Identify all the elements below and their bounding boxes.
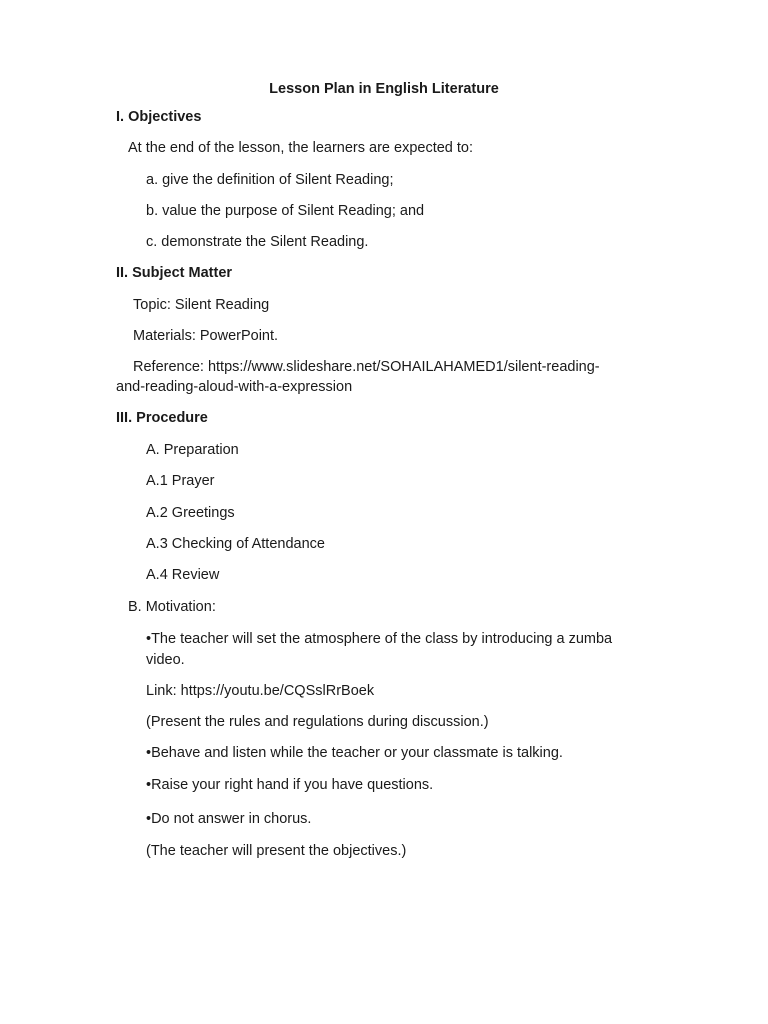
objectives-heading: I. Objectives	[116, 109, 202, 125]
motivation-link: Link: https://youtu.be/CQSslRrBoek	[146, 683, 375, 699]
subject-materials: Materials: PowerPoint.	[133, 328, 279, 344]
subject-reference-line2: and-reading-aloud-with-a-expression	[116, 379, 353, 395]
motivation-bullet1-line2: video.	[146, 652, 185, 668]
objectives-intro: At the end of the lesson, the learners are expected to:	[128, 140, 473, 156]
motivation-closing-note: (The teacher will present the objectives.)	[146, 843, 407, 859]
subject-reference-line1: Reference: https://www.slideshare.net/SOHAILAHAMED1/silent-reading-	[133, 359, 600, 375]
motivation-rule-behave: •Behave and listen while the teacher or your classmate is talking.	[146, 745, 563, 761]
procedure-heading: III. Procedure	[116, 410, 208, 426]
preparation-step-attendance: A.3 Checking of Attendance	[146, 536, 325, 552]
motivation-label: B. Motivation:	[128, 599, 216, 615]
preparation-step-review: A.4 Review	[146, 567, 220, 583]
objective-item-c: c. demonstrate the Silent Reading.	[146, 234, 369, 250]
preparation-label: A. Preparation	[146, 442, 239, 458]
preparation-step-prayer: A.1 Prayer	[146, 473, 215, 489]
motivation-rule-no-chorus: •Do not answer in chorus.	[146, 811, 312, 827]
motivation-rules-note: (Present the rules and regulations during discussion.)	[146, 714, 489, 730]
motivation-rule-raise-hand: •Raise your right hand if you have questions.	[146, 777, 434, 793]
subject-matter-heading: II. Subject Matter	[116, 265, 233, 281]
preparation-step-greetings: A.2 Greetings	[146, 505, 235, 521]
document-title: Lesson Plan in English Literature	[269, 81, 499, 97]
objective-item-a: a. give the definition of Silent Reading;	[146, 172, 394, 188]
motivation-bullet1-line1: •The teacher will set the atmosphere of the class by introducing a zumba	[146, 631, 613, 647]
subject-topic: Topic: Silent Reading	[133, 297, 270, 313]
objective-item-b: b. value the purpose of Silent Reading; and	[146, 203, 425, 219]
